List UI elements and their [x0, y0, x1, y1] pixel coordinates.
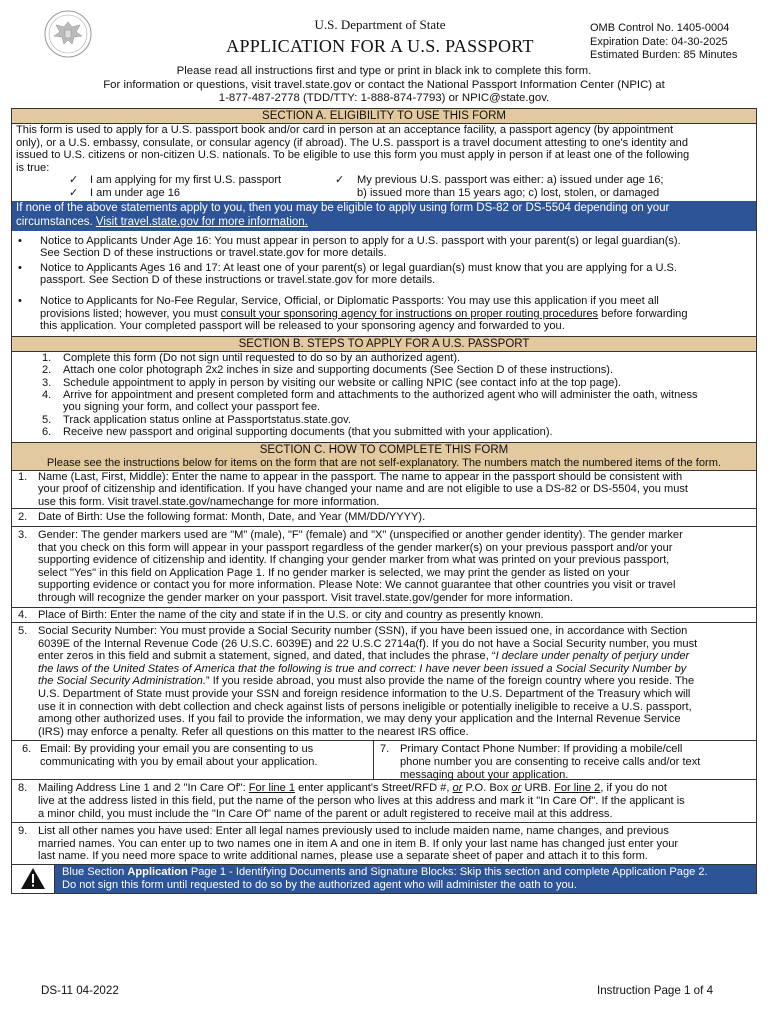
- travel-state-link[interactable]: Visit travel.state.gov for more information.: [95, 215, 308, 228]
- item-text: List all other names you have used: Enter all legal names previously used to include maiden name, name changes, and previous: [38, 825, 669, 838]
- intro-line: 1-877-487-2778 (TDD/TTY: 1-888-874-7793) or NPIC@state.gov.: [218, 92, 550, 105]
- item-text: Primary Contact Phone Number: If providing a mobile/cell: [400, 743, 683, 756]
- notice-line: this application. Your completed passport will be released to your sponsoring agency and forwarded to you.: [40, 320, 565, 333]
- item-mailing-address: [12, 780, 756, 823]
- step-item: [12, 426, 756, 441]
- check-previous-passport: My previous U.S. passport was either: a) issued under age 16;: [357, 174, 664, 187]
- item-text-part: ” If you reside abroad, you must also provide the name of the foreign country where you reside. The: [205, 675, 695, 688]
- item-text: supporting evidence or contact you for more information. Please Note: We cannot guarantee that other countries you visit or travel: [38, 579, 676, 592]
- warning-text-part: Page 1 - Identifying Documents and Signature Blocks: Skip this section and complete Application Page 2.: [187, 866, 708, 878]
- item-other-names: [12, 823, 756, 865]
- item-number: 1.: [18, 470, 28, 483]
- item-number: 7.: [380, 743, 390, 756]
- step-text: Track application status online at Passportstatus.state.gov.: [63, 413, 351, 426]
- item-date-of-birth: [12, 509, 756, 527]
- item-text: (IRS) may enforce a penalty. Refer all questions on this matter to the nearest IRS office.: [38, 725, 469, 738]
- form-title: APPLICATION FOR A U.S. PASSPORT: [226, 36, 534, 56]
- item-text: U.S. Department of State must provide your SSN and foreign residence information to the U.S. Department of the Treasury which will: [38, 688, 691, 701]
- item-text: [38, 650, 750, 663]
- bullet-icon: •: [18, 294, 22, 307]
- step-item: [12, 414, 756, 426]
- step-text: Receive new passport and original supporting documents (that you submitted with your application).: [63, 426, 553, 439]
- section-a-heading: SECTION A. ELIGIBILITY TO USE THIS FORM: [12, 108, 756, 124]
- item-text: use it in connection with debt collection and check against lists of persons ineligible or potentially ineligible to receive a U.S. passport,: [38, 700, 692, 713]
- item-number: 6.: [22, 743, 32, 756]
- check-under-16: I am under age 16: [90, 187, 181, 200]
- notice-text: provisions listed; however, you must: [40, 307, 221, 320]
- bullet-icon: •: [18, 234, 22, 247]
- item-text-underlined: For line 2: [554, 782, 601, 795]
- item-text: Date of Birth: Use the following format: Month, Date, and Year (MM/DD/YYYY).: [38, 511, 426, 524]
- item-number: 8.: [18, 782, 28, 795]
- section-c-heading: SECTION C. HOW TO COMPLETE THIS FORM: [12, 442, 756, 457]
- step-text: Complete this form (Do not sign until requested to do so by an authorized agent).: [63, 351, 461, 364]
- item-text: messaging about your application.: [400, 768, 569, 781]
- notice-line: Notice to Applicants Under Age 16: You must appear in person to apply for a U.S. passport with your parent(s) or legal guardian(s).: [40, 234, 681, 247]
- intro-line: Please read all instructions first and type or print in black ink to complete this form.: [176, 65, 592, 77]
- step-text: Schedule appointment to apply in person by visiting our website or calling NPIC (see contact info at the top page).: [63, 376, 622, 389]
- item-place-of-birth: [12, 608, 756, 624]
- item-text: Name (Last, First, Middle): Enter the name to appear in the passport. The name to appear in the passport should be consistent with: [38, 470, 683, 483]
- banner-text: circumstances.: [16, 215, 96, 228]
- notice-under-16: [12, 235, 756, 260]
- item-number: 5.: [18, 625, 28, 638]
- check-mark-icon: ✓: [335, 174, 345, 187]
- notice-16-17: [12, 262, 756, 287]
- step-item: [12, 352, 756, 364]
- item-text-italic: the Social Security Administration.: [38, 675, 206, 688]
- step-number: 6.: [42, 426, 52, 439]
- check-mark-icon: ✓: [69, 174, 79, 187]
- check-mark-icon: ✓: [69, 187, 79, 200]
- item-text-part: URB.: [521, 782, 555, 795]
- notice-line: passport. See Section D of these instructions or travel.state.gov for more details.: [40, 274, 436, 287]
- item-text: last name. If you need more space to write additional names, please use a separate sheet of paper and attach it to this form.: [38, 850, 648, 863]
- intro-line: For information or questions, visit travel.state.gov or contact the National Passport Information Center (NPIC) at: [103, 78, 665, 91]
- item-text: Gender: The gender markers used are "M" (male), "F" (female) and "X" (unspecified or another gender identity). The gender marker: [38, 528, 683, 541]
- check-previous-passport-cont: b) issued more than 15 years ago; c) lost, stolen, or damaged: [357, 187, 660, 200]
- steps-list: [12, 352, 756, 442]
- eligibility-checks: [12, 174, 756, 201]
- para-line: issued to U.S. citizens or non-citizen U.S. nationals. To be eligible to use this form you must apply in person if at least one of the following: [16, 149, 690, 162]
- notice-no-fee: [12, 295, 756, 336]
- item-text: [38, 782, 750, 795]
- item-number: 3.: [18, 528, 28, 541]
- item-number: 4.: [18, 608, 28, 621]
- step-text: Arrive for appointment and present completed form and attachments to the authorized agent who will administer the oath, witness: [63, 388, 698, 401]
- item-text-part: enter zeros in this field and submit a statement, signed, and dated, that includes the phrase, “: [38, 650, 496, 663]
- step-text: Attach one color photograph 2x2 inches in size and supporting documents (See Section D of these instructions).: [63, 364, 614, 377]
- step-item: [12, 364, 756, 376]
- item-text: Email: By providing your email you are consenting to us: [40, 743, 314, 756]
- item-text-part: Mailing Address Line 1 and 2 "In Care Of":: [38, 782, 249, 795]
- item-ssn: [12, 623, 756, 741]
- item-text: among other authorized uses. If you fail to provide the information, we may deny your application and the Internal Revenue Service: [38, 713, 681, 726]
- section-a-paragraph: [12, 124, 756, 174]
- notice-underlined-text: consult your sponsoring agency for instructions on proper routing procedures: [220, 307, 599, 320]
- estimated-burden: Estimated Burden: 85 Minutes: [590, 49, 738, 61]
- expiration-date: Expiration Date: 04-30-2025: [590, 35, 728, 48]
- section-b-heading: SECTION B. STEPS TO APPLY FOR A U.S. PASSPORT: [12, 336, 756, 352]
- item-text: supporting evidence of citizenship and identity. If changing your gender marker from what was printed on your previous passport,: [38, 554, 670, 567]
- notice-line: Notice to Applicants for No-Fee Regular, Service, Official, or Diplomatic Passports: You may use this application if you meet all: [40, 294, 659, 307]
- item-text: [38, 675, 750, 688]
- department-name: U.S. Department of State: [314, 17, 446, 32]
- notice-text: before forwarding: [598, 307, 688, 320]
- step-number: 4.: [42, 388, 52, 401]
- item-text: married names. You can enter up to two names one in item A and one in item B. If only your last name has changed just enter your: [38, 837, 679, 850]
- warning-text-bold: Application: [127, 866, 188, 878]
- item-text: through will recognize the gender marker on your passport. Visit travel.state.gov/gender for more information.: [38, 591, 574, 604]
- item-text-or: or: [511, 782, 522, 795]
- item-text: Social Security Number: You must provide a Social Security number (SSN), if you have been issued one, in accordance with Section: [38, 625, 688, 638]
- item-text-or: or: [452, 782, 463, 795]
- para-line: This form is used to apply for a U.S. passport book and/or card in person at an acceptance facility, a passport agency (by appointment: [16, 124, 674, 136]
- notice-line: Notice to Applicants Ages 16 and 17: At least one of your parent(s) or legal guardian(s) must know that you are applying for a U.S.: [40, 261, 678, 274]
- warning-banner: [12, 865, 756, 894]
- item-text: communicating with you by email about your application.: [40, 756, 318, 769]
- step-text: you signing your form, and collect your passport fee.: [63, 401, 321, 414]
- item-text: 6039E of the Internal Revenue Code (26 U.S.C. 6039E) and 22 U.S.C 2714a(f). If you do not have a Social Security number, you must: [38, 637, 698, 650]
- item-text-italic: the laws of the United States of America that the following is true and correct: I have never been issued a Social Security Number by: [38, 662, 687, 675]
- page-number: Instruction Page 1 of 4: [597, 984, 714, 997]
- omb-info: [590, 22, 737, 63]
- step-item: [12, 389, 756, 414]
- item-gender: [12, 527, 756, 608]
- notice-line: [40, 308, 750, 321]
- warning-triangle-icon: [12, 865, 54, 893]
- step-number: 2.: [42, 364, 52, 377]
- banner-line: If none of the above statements apply to you, then you may be eligible to apply using form DS-82 or DS-5504 depending on your: [16, 202, 670, 215]
- items-email-phone: [12, 741, 756, 780]
- item-text-part: , if you do not: [600, 782, 667, 795]
- eligibility-banner: [12, 201, 756, 230]
- omb-control: OMB Control No. 1405-0004: [590, 22, 730, 34]
- item-text: live at the address listed in this field, put the name of the person who lives at this address and mark it "In Care Of". If the applicant is: [38, 795, 685, 808]
- intro-text: [60, 65, 708, 106]
- item-text: Place of Birth: Enter the name of the city and state if in the U.S. or city and country as presently known.: [38, 608, 544, 621]
- item-text: phone number you are consenting to receive calls and/or text: [400, 756, 701, 769]
- section-a: [11, 108, 757, 894]
- item-number: 2.: [18, 511, 28, 524]
- bullet-icon: •: [18, 261, 22, 274]
- item-text-italic: I declare under penalty of perjury under: [495, 650, 690, 663]
- step-number: 3.: [42, 376, 52, 389]
- notice-line: See Section D of these instructions or travel.state.gov for more details.: [40, 247, 387, 260]
- para-line: only), or a U.S. embassy, consulate, or consular agency (if abroad). The U.S. passport is a travel document attesting to one's identity and: [16, 136, 688, 149]
- warning-line: Do not sign this form until requested to do so by the authorized agent who will administer the oath to you.: [62, 878, 577, 891]
- item-name: [12, 471, 756, 510]
- item-phone: [374, 741, 756, 779]
- step-number: 1.: [42, 351, 52, 364]
- form-id: DS-11 04-2022: [41, 984, 119, 997]
- warning-icon: [12, 865, 55, 893]
- step-item: [12, 377, 756, 389]
- item-email: [12, 741, 374, 779]
- item-text: use this form. Visit travel.state.gov/namechange for more information.: [38, 495, 380, 508]
- warning-line: [62, 866, 750, 879]
- item-text-part: P.O. Box: [462, 782, 512, 795]
- item-number: 9.: [18, 825, 28, 838]
- para-line: is true:: [16, 161, 50, 174]
- item-text-underlined: For line 1: [248, 782, 296, 795]
- item-text: a minor child, you must include the "In Care Of" name of the parent or adult registered to receive mail at this address.: [38, 807, 613, 820]
- item-text: that you check on this form will appear in your passport regardless of the gender marker(s) on your previous passport and/or your: [38, 541, 673, 554]
- warning-text-part: Blue Section: [62, 866, 128, 878]
- section-c-subheading: Please see the instructions below for items on the form that are not self-explanatory. The numbers match the numbered items of the form.: [12, 457, 756, 471]
- item-text: [38, 663, 750, 676]
- item-text-part: enter applicant's Street/RFD #,: [295, 782, 453, 795]
- item-text: select "Yes" in this field on Application Page 1. If no gender marker is selected, we may print the gender as listed on your: [38, 566, 630, 579]
- item-text: your proof of citizenship and identification. If you have changed your name and are not eligible to use a DS-82 or DS-5504, you must: [38, 483, 688, 496]
- banner-line: [16, 216, 752, 230]
- item-email-body: [12, 741, 373, 768]
- check-first-passport: I am applying for my first U.S. passport: [90, 174, 282, 187]
- step-number: 5.: [42, 413, 52, 426]
- item-phone-body: [374, 741, 756, 781]
- department-seal-icon: [44, 10, 92, 58]
- warning-text: [62, 866, 750, 891]
